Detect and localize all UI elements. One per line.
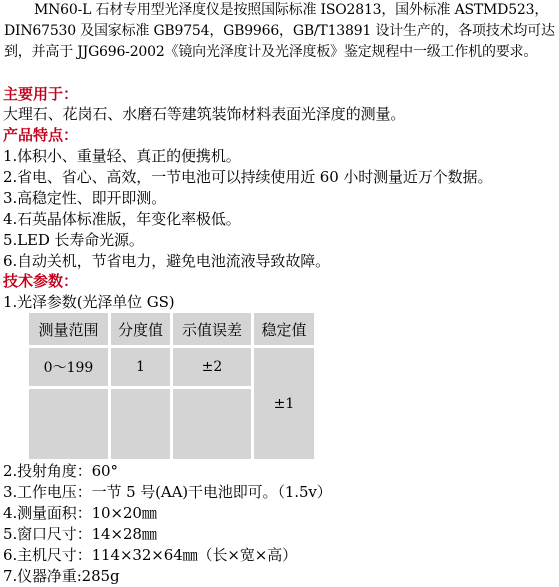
feature-item: 2.省电、省心、高效，一节电池可以持续使用近 60 小时测量近万个数据。: [3, 168, 493, 186]
uses-heading: 主要用于：: [3, 85, 79, 103]
table-header-range: 测量范围: [29, 313, 108, 345]
spec-item: 3.工作电压：一节 5 号(AA)干电池即可。（1.5v）: [3, 483, 332, 501]
table-cell-blank: [29, 389, 108, 459]
features-heading: 产品特点：: [3, 126, 79, 144]
feature-item: 1.体积小、重量轻、真正的便携机。: [3, 147, 241, 165]
spec-item: 2.投射角度：60°: [3, 462, 118, 480]
table-cell-division: 1: [111, 348, 170, 386]
table-cell-error: ±2: [173, 348, 251, 386]
feature-item: 3.高稳定性、即开即测。: [3, 189, 167, 207]
spec-item: 4.测量面积：10×20㎜: [3, 504, 157, 522]
feature-item: 6.自动关机，节省电力，避免电池流液导致故障。: [3, 252, 331, 270]
table-cell-blank: [173, 389, 251, 459]
spec-item: 7.仪器净重:285g: [3, 567, 120, 585]
table-header-stability: 稳定值: [254, 313, 314, 345]
intro-paragraph: MN60-L 石材专用型光泽度仪是按照国际标准 ISO2813，国外标准 ASTMD523，DIN67530 及国家标准 GB9754，GB9966，GB/T13891 设计生产的，各项技术均可达到，并高于 JJG696-2002《镜向光泽度计及光泽度板》鉴定规程中一级工作机的要求。: [4, 2, 555, 60]
spec-item-gloss: 1.光泽参数(光泽单位 GS): [3, 293, 175, 311]
uses-text: 大理石、花岗石、水磨石等建筑装饰材料表面光泽度的测量。: [3, 105, 406, 123]
spec-item: 6.主机尺寸：114×32×64㎜（长×宽×高）: [3, 546, 297, 564]
spec-item: 5.窗口尺寸：14×28㎜: [3, 525, 157, 543]
table-cell-stability: ±1: [254, 348, 314, 459]
feature-item: 4.石英晶体标准版，年变化率极低。: [3, 210, 241, 228]
table-cell-blank: [111, 389, 170, 459]
table-header-error: 示值误差: [173, 313, 251, 345]
feature-item: 5.LED 长寿命光源。: [3, 231, 144, 249]
specs-heading: 技术参数：: [3, 272, 79, 290]
table-cell-range: 0～199: [29, 348, 108, 386]
table-header-division: 分度值: [111, 313, 170, 345]
